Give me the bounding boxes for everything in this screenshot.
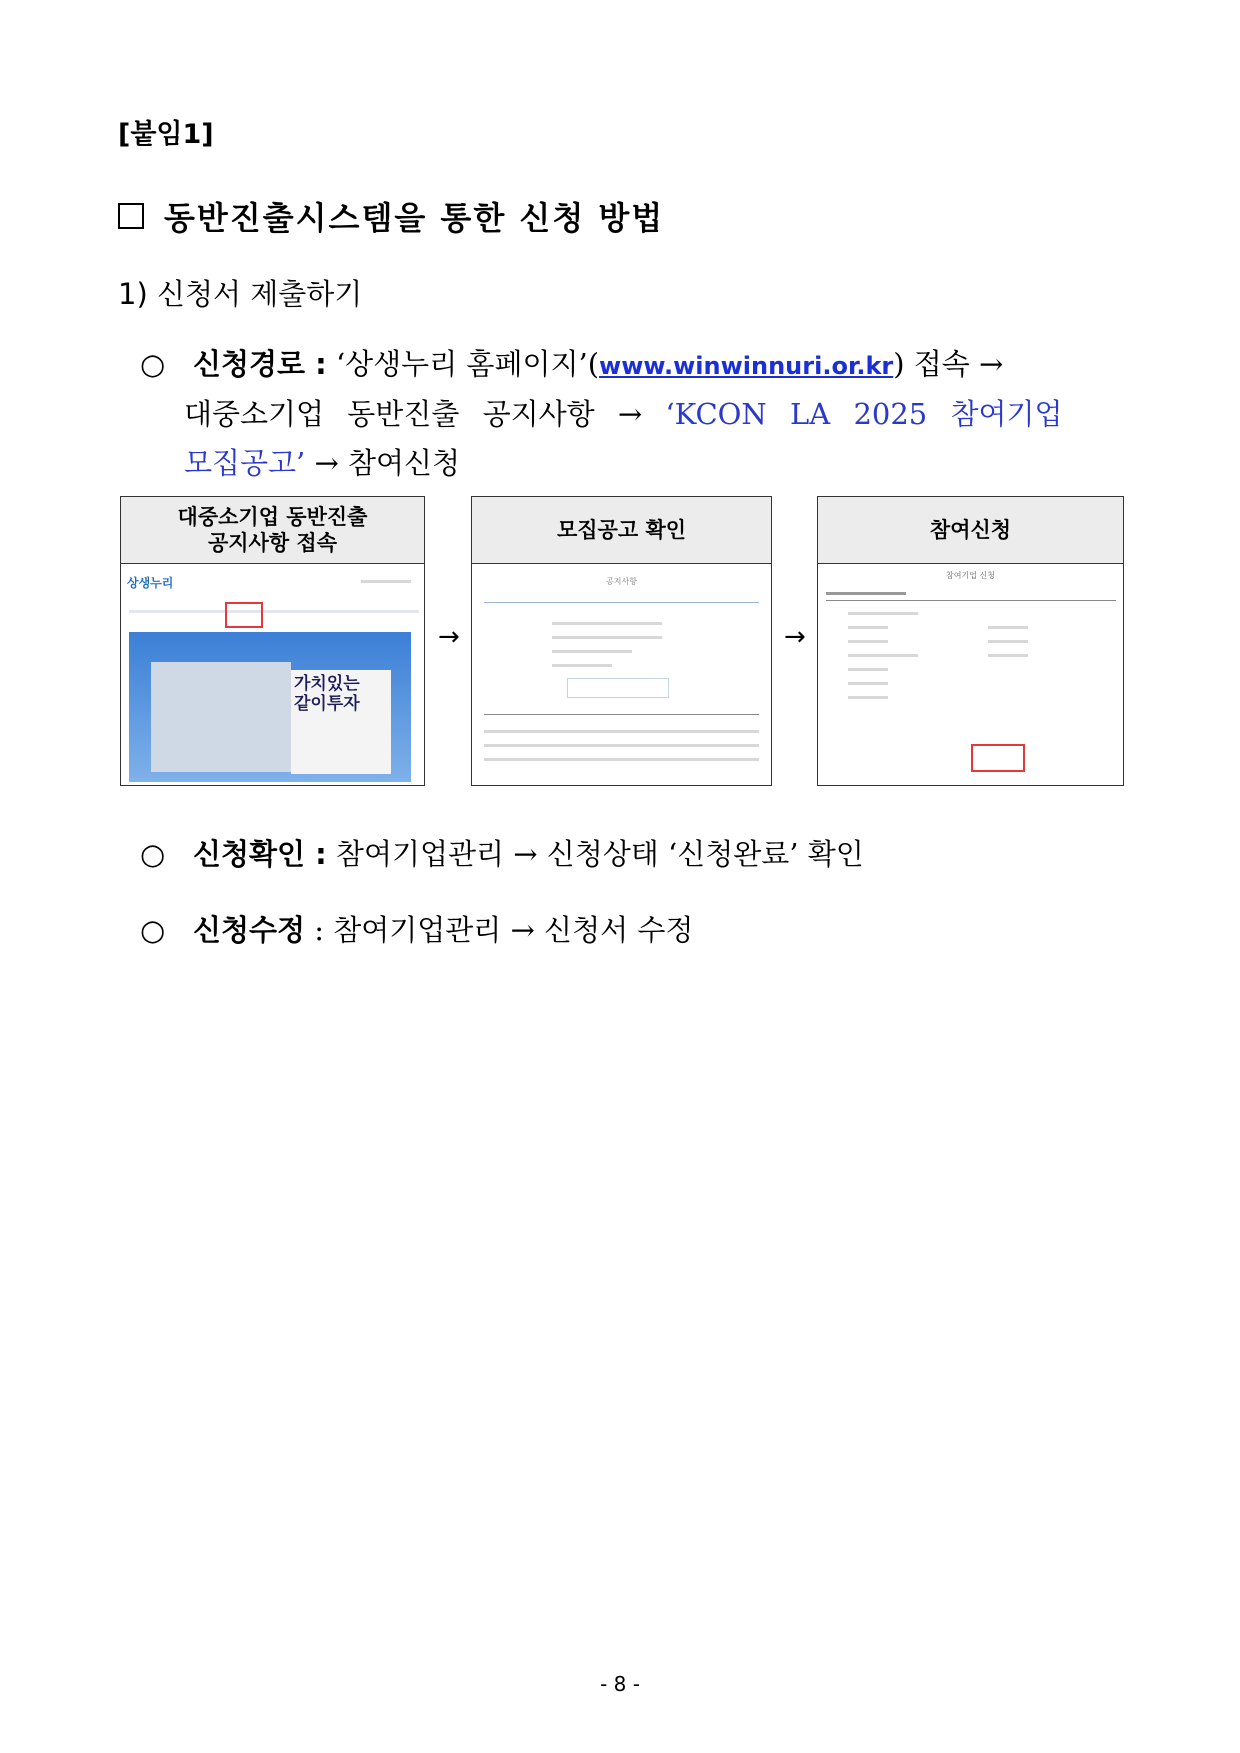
route-line3-b: → 참여신청 (305, 446, 461, 480)
section-heading-text: 동반진출시스템을 통한 신청 방법 (164, 199, 665, 237)
doc-title: 참여기업 신청 (946, 571, 995, 580)
bullet-circle: ○ (140, 347, 166, 381)
modify-text: : 참여기업관리 → 신청서 수정 (305, 913, 694, 947)
confirm-line (140, 832, 864, 873)
checkbox-square-icon (118, 203, 144, 229)
screenshot-notice (472, 564, 771, 786)
route-line2-a: 대중소기업 동반진출 공지사항 → (184, 397, 666, 431)
route-line-2 (184, 392, 1063, 433)
route-line-1 (140, 342, 1003, 383)
banner-image (129, 632, 411, 782)
site-logo: 상생누리 (127, 576, 174, 590)
route-line2-b: ‘KCON LA 2025 참여기업 (665, 397, 1063, 431)
step3-title: 참여신청 (929, 518, 1012, 542)
modify-line (140, 908, 693, 949)
section-heading (118, 193, 664, 239)
route-text-a: ‘상생누리 홈페이지’( (335, 347, 600, 381)
subheading: 1) 신청서 제출하기 (118, 277, 363, 311)
bullet-circle: ○ (140, 837, 166, 871)
route-label: 신청경로 : (192, 347, 327, 381)
step-panel-header (121, 497, 424, 564)
route-text-b: ) 접속 → (893, 347, 1004, 381)
confirm-text: 참여기업관리 → 신청상태 ‘신청완료’ 확인 (326, 837, 864, 871)
step1-title-line1: 대중소기업 동반진출 (177, 505, 368, 529)
confirm-label: 신청확인 : (192, 837, 327, 871)
screenshot-apply (818, 564, 1123, 786)
step-panel-notice (120, 496, 425, 786)
notice-menu-highlight (225, 602, 263, 628)
bullet-circle: ○ (140, 913, 166, 947)
route-line3-a: 모집공고’ (184, 446, 306, 480)
step-panel-header (818, 497, 1123, 564)
apply-button-highlight (971, 744, 1025, 772)
flow-arrow: → (438, 622, 460, 652)
doc-title: 공지사항 (606, 577, 637, 586)
page-number: - 8 - (600, 1672, 640, 1696)
attachment-label: [붙임1] (118, 119, 214, 150)
homepage-link[interactable]: www.winwinnuri.or.kr (599, 352, 894, 380)
banner-text: 가치있는 같이투자 (294, 674, 360, 714)
route-line-3 (184, 441, 460, 482)
screenshot-homepage (121, 564, 424, 786)
step-panel-recruit (471, 496, 772, 786)
flow-arrow: → (784, 622, 806, 652)
step1-title-line2: 공지사항 접속 (207, 531, 337, 555)
step-panel-apply (817, 496, 1124, 786)
step-panel-header (472, 497, 771, 564)
modify-label: 신청수정 (192, 913, 306, 947)
search-button (567, 678, 669, 698)
step2-title: 모집공고 확인 (556, 518, 687, 542)
